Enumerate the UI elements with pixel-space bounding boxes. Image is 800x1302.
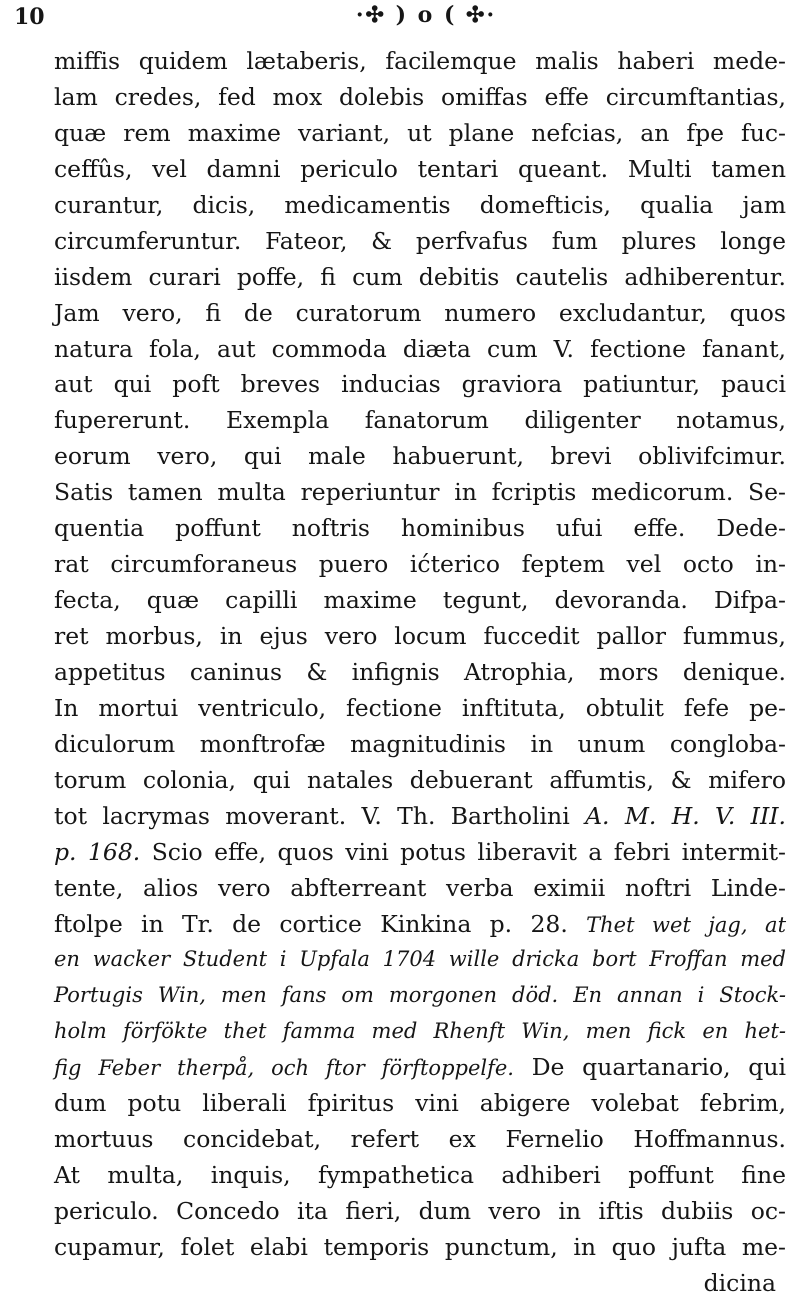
text-line: cupamur, folet elabi temporis punctum, in quo jufta me- (54, 1232, 786, 1261)
text-line: At multa, inquis, fympathetica adhiberi poffunt fine (54, 1161, 786, 1190)
text-line: periculo. Concedo ita fieri, dum vero in iftis dubiis oc- (54, 1197, 786, 1225)
text-line: In mortui ventriculo, fectione inftituta, obtulit fefe pe- (54, 693, 786, 722)
text-line: mortuus concidebat, refert ex Fernelio Hoffmannus. (54, 1125, 786, 1154)
running-header (0, 2, 800, 42)
text-line (54, 1050, 786, 1086)
text-line: miffis quidem lætaberis, facilemque malis haberi mede- (54, 47, 786, 75)
text-line: tente, alios vero abfterreant verba eximii noftri Linde- (54, 873, 786, 902)
text-line (54, 799, 786, 835)
text-line: fecta, quæ capilli maxime tegunt, devoranda. Difpa- (54, 586, 786, 615)
citation-page: p. 168. (54, 837, 141, 866)
text-line: appetitus caninus & infignis Atrophia, mors denique. (54, 657, 786, 686)
text-line: fupererunt. Exempla fanatorum diligenter notamus, (54, 406, 786, 435)
text-line: ret morbus, in ejus vero locum fuccedit pallor fummus, (54, 622, 786, 650)
text-line: torum colonia, qui natales debuerant affumtis, & mifero (54, 765, 786, 794)
line-text: ftolpe in Tr. de cortice Kinkina p. 28. (54, 909, 568, 938)
line-text: De quartanario, qui (513, 1053, 786, 1082)
text-line (54, 907, 786, 943)
swedish-quote: Thet wet jag, at (586, 912, 787, 937)
text-line: eorum vero, qui male habuerunt, brevi oblivifcimur. (54, 442, 786, 471)
text-line: iisdem curari poffe, fi cum debitis cautelis adhiberentur. (54, 262, 786, 291)
line-text: tot lacrymas moverant. V. Th. Bartholini (54, 801, 570, 830)
text-line: Satis tamen multa reperiuntur in fcriptis medicorum. Se- (54, 478, 786, 507)
swedish-quote-line: holm förfökte thet famma med Rhenft Win, men fick en het- (54, 1019, 786, 1044)
text-line: dum potu liberali fpiritus vini abigere volebat febrim, (54, 1089, 786, 1118)
header-ornament: ·✣ ) o ( ✣· (355, 2, 497, 28)
line-text: Scio effe, quos vini potus liberavit a febri intermit- (140, 837, 786, 866)
text-line: rat circumforaneus puero ićterico feptem vel octo in- (54, 550, 786, 579)
citation-reference: A. M. H. V. III. (585, 801, 786, 830)
catchword: dicina (703, 1268, 776, 1297)
text-line (54, 835, 786, 871)
swedish-quote-line: Portugis Win, men fans om morgonen död. En annan i Stock- (54, 983, 786, 1008)
swedish-quote: fig Feber therpå, och ftor förftoppelfe. (54, 1056, 514, 1081)
swedish-quote-line: en wacker Student i Upfala 1704 wille dricka bort Froffan med (54, 947, 786, 972)
text-line: curantur, dicis, medicamentis domefticis, qualia jam (54, 190, 786, 219)
text-line: aut qui poft breves inducias graviora patiuntur, pauci (54, 370, 786, 399)
text-block (54, 44, 786, 1302)
text-line: diculorum monftrofæ magnitudinis in unum congloba- (54, 729, 786, 758)
text-line: quæ rem maxime variant, ut plane nefcias, an fpe fuc- (54, 118, 786, 147)
text-line: ceffûs, vel damni periculo tentari queant. Multi tamen (54, 154, 786, 183)
page-number: 10 (14, 4, 45, 30)
text-line: natura fola, aut commoda diæta cum V. fectione fanant, (54, 334, 786, 363)
text-line: quentia poffunt noftris hominibus ufui effe. Dede- (54, 514, 786, 543)
text-line: lam credes, fed mox dolebis omiffas effe circumftantias, (54, 82, 786, 111)
text-line: Jam vero, fi de curatorum numero excludantur, quos (54, 298, 786, 327)
text-line: circumferuntur. Fateor, & perfvafus fum plures longe (54, 226, 786, 255)
